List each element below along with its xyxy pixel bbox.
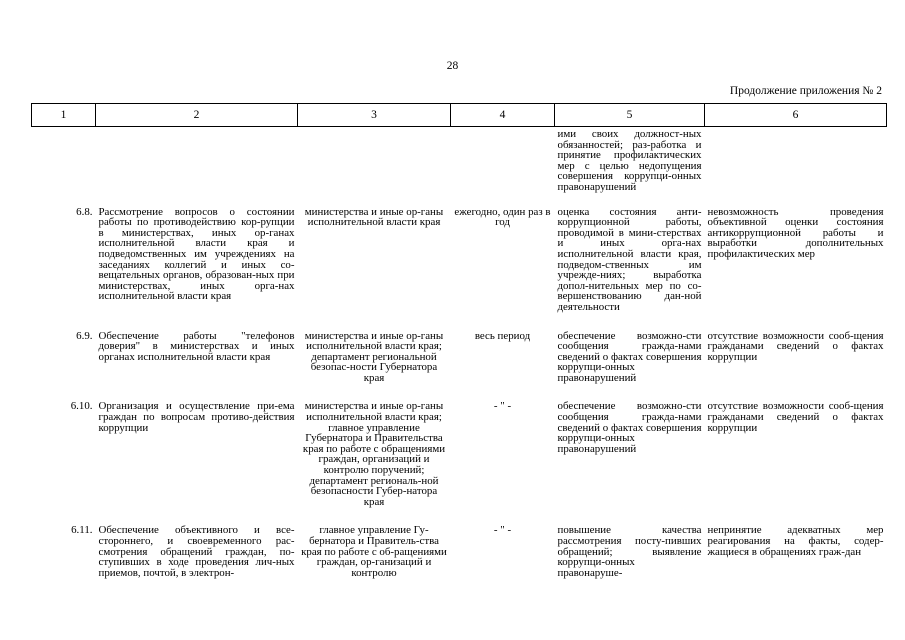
cell-risk [705,127,887,193]
cell-result: обеспечение возможно-сти сообщения гражда-нами сведений о фактах совершения коррупци-онных правонарушений [557,329,702,384]
cell-executor [298,127,451,193]
cell-result: ими своих должност-ных обязанностей; раз-работка и принятие профилактических мер с целью недопущения совершения коррупци-онных правонарушений [557,128,702,193]
measures-table [31,103,887,582]
table-header-row [32,104,887,127]
page-number: 28 [446,60,459,72]
cell-risk: отсутствие возможности сооб-щения гражданами сведений о фактах коррупции [707,400,884,434]
cell-num: 6.8. [76,205,93,218]
cell-executor: министерства и иные ор-ганы исполнительной власти края [304,205,444,229]
column-header-3: 3 [298,104,451,127]
cell-measure: Обеспечение работы "телефонов доверия" в министерствах и иных органах исполнительной власти края [98,329,295,363]
cell-measure: Организация и осуществление при-ема граждан по вопросам противо-действия коррупции [98,400,295,434]
cell-measure [96,127,298,193]
column-header-5: 5 [555,104,705,127]
cell-risk: непринятие адекватных мер реагирования на факты, содер-жащиеся в обращениях граж-дан [707,524,884,558]
cell-risk: невозможность проведения объективной оценки состояния антикоррупционной работы и выработки дополнительных профилактических мер [707,205,884,260]
cell-executor: министерства и иные ор-ганы исполнительной власти края; департамент региональной безопас-ности Губернатора края [304,329,444,384]
continuation-label: Продолжение приложения № 2 [729,85,882,97]
table-row [32,193,887,317]
cell-term: - " - [493,400,512,413]
table-row [32,387,887,511]
cell-result: оценка состояния анти-коррупционной работы, проводимой в мини-стерствах и иных орга-нах исполнительной власти края, подведом-ственных им учрежде-ниях; выработка допол-нительных мер по со-вершенствованию дан-ной деятельности [557,205,702,313]
cell-measure: Обеспечение объективного и все-стороннего, и своевременного рас-смотрения обращений граждан, по-ступивших в ходе проведения лич-ных приемов, почтой, в электрон- [98,524,295,579]
table-row [32,317,887,388]
cell-executor: министерства и иные ор-ганы исполнительной власти края; главное управление Губернатора и Правительства края по работе с обращениями граждан, организаций и контролю поручений; департамент региональ-ной безопасности Губер-натора края [302,400,446,508]
cell-risk: отсутствие возможности сооб-щения гражданами сведений о фактах коррупции [707,329,884,363]
cell-measure: Рассмотрение вопросов о состоянии работы по противодействию кор-рупции в министерствах, иных ор-ганах исполнительной власти края и подведомственных им учреждениях на заседаниях коллегий и иных со-вещательных органов, образован-ных при министерствах, иных орга-нах исполнительной власти края [98,205,295,303]
cell-term [451,127,555,193]
cell-num: 6.11. [71,524,93,537]
column-header-6: 6 [705,104,887,127]
column-header-1: 1 [32,104,96,127]
cell-result: обеспечение возможно-сти сообщения гражда-нами сведений о фактах совершения коррупци-онных правонарушений [557,400,702,455]
cell-term: весь период [474,329,531,342]
column-header-4: 4 [451,104,555,127]
cell-executor: главное управление Гу-бернатора и Правитель-ства края по работе с об-ращениями граждан, ор-ганизаций и контролю [301,524,447,579]
table-row [32,511,887,582]
cell-term: ежегодно, один раз в год [454,205,551,229]
cell-num: 6.9. [76,329,93,342]
table-row-continued [32,127,887,193]
cell-term: - " - [493,524,512,537]
cell-result: повышение качества рассмотрения посту-пивших обращений; выявление коррупци-онных правонаруше- [557,524,702,579]
cell-num: 6.10. [70,400,93,413]
column-header-2: 2 [96,104,298,127]
cell-num [32,127,96,193]
